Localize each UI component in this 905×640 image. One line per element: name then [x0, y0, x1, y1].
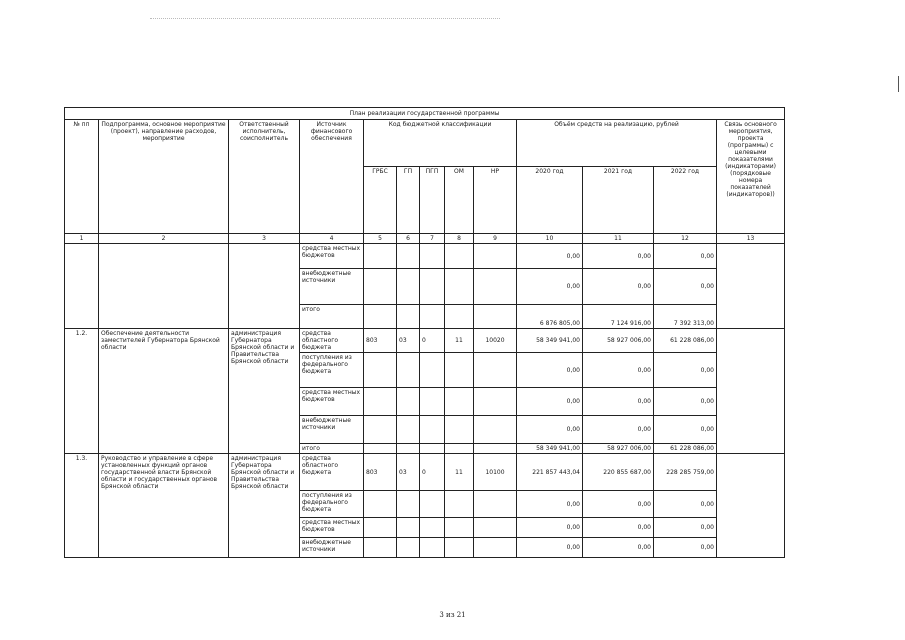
cell-subprogram — [99, 244, 229, 329]
header-2022: 2022 год — [654, 167, 717, 234]
cell-source: итого — [300, 444, 364, 454]
header-2020: 2020 год — [517, 167, 583, 234]
header-indicator-link: Связь основного мероприятия, проекта (программы) с целевыми показателями (индикаторами) (порядковые номера показателей (индикаторов)) — [717, 120, 785, 234]
table-title: План реализации государственной программы — [65, 108, 785, 120]
cell-2020: 0,00 — [517, 491, 583, 518]
cell-nr: 10100 — [474, 454, 517, 491]
cell-2021: 0,00 — [583, 388, 654, 416]
cell-2022: 61 228 086,00 — [654, 329, 717, 353]
column-number: 2 — [99, 234, 229, 244]
cell-grbs: 803 — [364, 329, 397, 353]
cell-num — [65, 244, 99, 329]
cell-source: средства местных бюджетов — [300, 388, 364, 416]
header-om: ОМ — [445, 167, 474, 234]
scan-edge-mark — [898, 76, 899, 92]
cell-2020: 0,00 — [517, 353, 583, 388]
column-number: 1 — [65, 234, 99, 244]
header-nr: НР — [474, 167, 517, 234]
cell-2022: 0,00 — [654, 353, 717, 388]
column-number: 6 — [397, 234, 420, 244]
cell-2021: 0,00 — [583, 491, 654, 518]
column-number: 9 — [474, 234, 517, 244]
cell-2020: 0,00 — [517, 518, 583, 538]
cell-pgp: 0 — [420, 329, 445, 353]
cell-source: средства областного бюджета — [300, 329, 364, 353]
cell-num: 1.2. — [65, 329, 99, 454]
cell-2022: 7 392 313,00 — [654, 305, 717, 329]
header-subprogram: Подпрограмма, основное мероприятие (проект), направление расходов, мероприятие — [99, 120, 229, 234]
cell-num: 1.3. — [65, 454, 99, 558]
cell-2021: 0,00 — [583, 244, 654, 269]
cell-nr: 10020 — [474, 329, 517, 353]
cell-2020: 6 876 805,00 — [517, 305, 583, 329]
column-number: 8 — [445, 234, 474, 244]
cell-source: средства областного бюджета — [300, 454, 364, 491]
cell-2021: 0,00 — [583, 538, 654, 558]
table-row — [65, 329, 785, 353]
cell-source: средства местных бюджетов — [300, 244, 364, 269]
cell-2021: 7 124 916,00 — [583, 305, 654, 329]
header-executor: Ответственный исполнитель, соисполнитель — [229, 120, 300, 234]
cell-source: итого — [300, 305, 364, 329]
column-number: 5 — [364, 234, 397, 244]
cell-source: поступления из федерального бюджета — [300, 491, 364, 518]
cell-2022: 0,00 — [654, 269, 717, 305]
header-grbs: ГРБС — [364, 167, 397, 234]
cell-grbs: 803 — [364, 454, 397, 491]
cell-source: внебюджетные источники — [300, 416, 364, 444]
column-number: 12 — [654, 234, 717, 244]
cell-2022: 0,00 — [654, 416, 717, 444]
table-row — [65, 244, 785, 269]
cell-source: средства местных бюджетов — [300, 518, 364, 538]
cell-2021: 0,00 — [583, 353, 654, 388]
cell-2020: 58 349 941,00 — [517, 329, 583, 353]
cell-om: 11 — [445, 329, 474, 353]
header-2021: 2021 год — [583, 167, 654, 234]
cell-executor: администрация Губернатора Брянской области и Правительства Брянской области — [229, 329, 300, 454]
cell-2022: 0,00 — [654, 388, 717, 416]
column-number: 13 — [717, 234, 785, 244]
header-funding: Объём средств на реализацию, рублей — [517, 120, 717, 167]
cell-2020: 0,00 — [517, 416, 583, 444]
cell-2022: 0,00 — [654, 491, 717, 518]
header-budget-code: Код бюджетной классификации — [364, 120, 517, 167]
cell-2021: 58 927 006,00 — [583, 329, 654, 353]
cell-2021: 0,00 — [583, 269, 654, 305]
scan-artifact-dots — [150, 18, 500, 20]
cell-2022: 0,00 — [654, 518, 717, 538]
cell-2022: 0,00 — [654, 244, 717, 269]
header-gp: ГП — [397, 167, 420, 234]
page-number: 3 из 21 — [439, 611, 466, 619]
cell-2022: 0,00 — [654, 538, 717, 558]
column-number: 4 — [300, 234, 364, 244]
column-number: 3 — [229, 234, 300, 244]
cell-source: поступления из федерального бюджета — [300, 353, 364, 388]
cell-2020: 58 349 941,00 — [517, 444, 583, 454]
cell-2022: 61 228 086,00 — [654, 444, 717, 454]
cell-indicator-link — [717, 329, 785, 454]
column-number: 11 — [583, 234, 654, 244]
cell-indicator-link — [717, 454, 785, 558]
program-plan-table — [64, 107, 785, 558]
table-row — [65, 454, 785, 491]
column-number: 7 — [420, 234, 445, 244]
header-source: Источник финансового обеспечения — [300, 120, 364, 234]
column-number: 10 — [517, 234, 583, 244]
cell-om: 11 — [445, 454, 474, 491]
cell-pgp: 0 — [420, 454, 445, 491]
cell-2021: 220 855 687,00 — [583, 454, 654, 491]
header-num: № пп — [65, 120, 99, 234]
cell-2021: 0,00 — [583, 416, 654, 444]
cell-source: внебюджетные источники — [300, 269, 364, 305]
cell-executor — [229, 244, 300, 329]
cell-2020: 0,00 — [517, 244, 583, 269]
cell-2021: 58 927 006,00 — [583, 444, 654, 454]
cell-2020: 0,00 — [517, 269, 583, 305]
cell-2022: 228 285 759,00 — [654, 454, 717, 491]
header-pgp: ПГП — [420, 167, 445, 234]
cell-2021: 0,00 — [583, 518, 654, 538]
cell-source: внебюджетные источники — [300, 538, 364, 558]
column-number-row — [65, 234, 785, 244]
cell-subprogram: Обеспечение деятельности заместителей Губернатора Брянской области — [99, 329, 229, 454]
cell-subprogram: Руководство и управление в сфере установленных функций органов государственной власти Брянской области и государственных органов Брянской области — [99, 454, 229, 558]
cell-2020: 221 857 443,04 — [517, 454, 583, 491]
cell-gp: 03 — [397, 454, 420, 491]
cell-2020: 0,00 — [517, 388, 583, 416]
cell-indicator-link — [717, 244, 785, 329]
cell-executor: администрация Губернатора Брянской области и Правительства Брянской области — [229, 454, 300, 558]
cell-gp: 03 — [397, 329, 420, 353]
cell-2020: 0,00 — [517, 538, 583, 558]
